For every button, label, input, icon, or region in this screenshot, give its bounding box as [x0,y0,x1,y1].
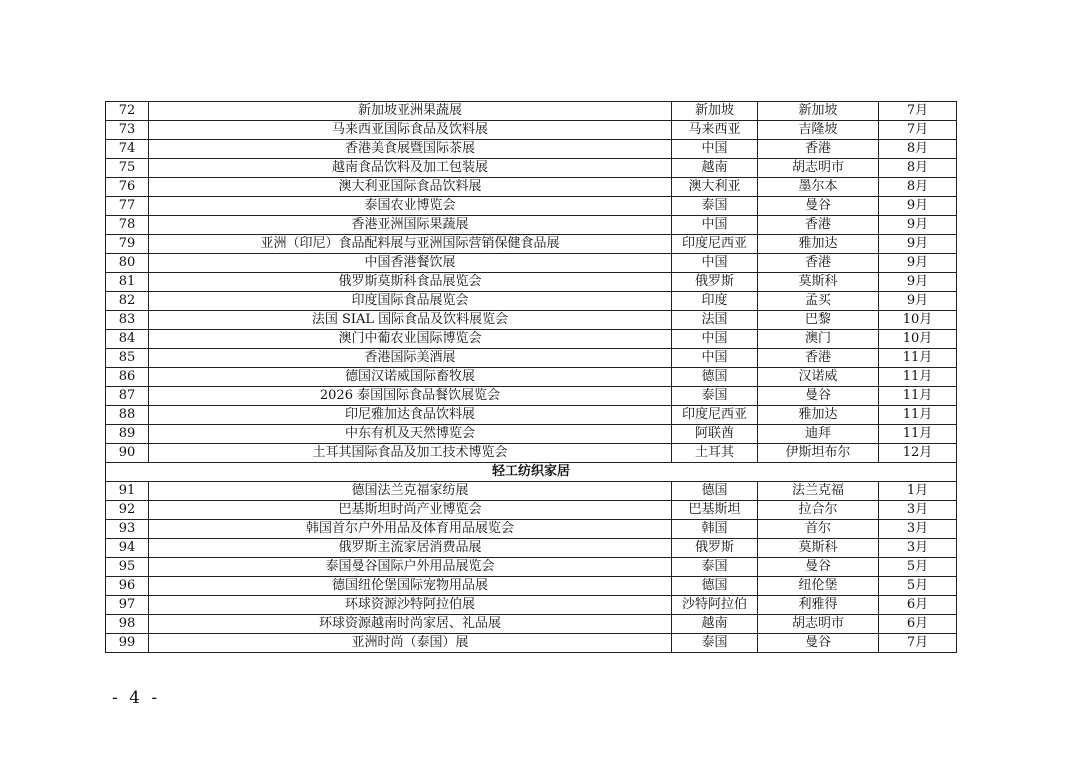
cell-city: 首尔 [758,520,879,539]
table-row [106,577,957,596]
cell-month: 7月 [879,102,957,121]
cell-exhibition-name: 马来西亚国际食品及饮料展 [149,121,672,140]
table-row [106,292,957,311]
cell-month: 7月 [879,121,957,140]
cell-month: 9月 [879,197,957,216]
cell-city: 曼谷 [758,558,879,577]
cell-number: 96 [106,577,149,596]
cell-country: 越南 [672,159,758,178]
table-row [106,121,957,140]
cell-city: 利雅得 [758,596,879,615]
table-row [106,596,957,615]
table-body-bottom [106,482,957,653]
table-row [106,140,957,159]
cell-number: 98 [106,615,149,634]
cell-country: 泰国 [672,558,758,577]
cell-country: 俄罗斯 [672,273,758,292]
cell-exhibition-name: 俄罗斯主流家居消费品展 [149,539,672,558]
table-row [106,178,957,197]
cell-month: 9月 [879,216,957,235]
cell-number: 75 [106,159,149,178]
cell-exhibition-name: 澳门中葡农业国际博览会 [149,330,672,349]
cell-month: 10月 [879,330,957,349]
cell-city: 纽伦堡 [758,577,879,596]
table-row [106,197,957,216]
cell-city: 汉诺威 [758,368,879,387]
cell-exhibition-name: 中国香港餐饮展 [149,254,672,273]
table-row [106,216,957,235]
cell-exhibition-name: 亚洲时尚（泰国）展 [149,634,672,653]
cell-country: 印度 [672,292,758,311]
table-row [106,368,957,387]
cell-month: 6月 [879,615,957,634]
cell-city: 胡志明市 [758,615,879,634]
cell-city: 伊斯坦布尔 [758,444,879,463]
cell-number: 80 [106,254,149,273]
cell-city: 孟买 [758,292,879,311]
cell-number: 77 [106,197,149,216]
cell-exhibition-name: 俄罗斯莫斯科食品展览会 [149,273,672,292]
cell-city: 莫斯科 [758,273,879,292]
cell-month: 11月 [879,406,957,425]
cell-country: 德国 [672,368,758,387]
cell-number: 79 [106,235,149,254]
cell-city: 新加坡 [758,102,879,121]
cell-exhibition-name: 澳大利亚国际食品饮料展 [149,178,672,197]
cell-exhibition-name: 韩国首尔户外用品及体育用品展览会 [149,520,672,539]
table-body-top [106,102,957,463]
cell-month: 8月 [879,140,957,159]
cell-country: 阿联酋 [672,425,758,444]
table-row [106,501,957,520]
cell-month: 7月 [879,634,957,653]
table-row [106,311,957,330]
cell-country: 俄罗斯 [672,539,758,558]
cell-city: 香港 [758,140,879,159]
table-row [106,387,957,406]
cell-country: 泰国 [672,634,758,653]
cell-exhibition-name: 亚洲（印尼）食品配料展与亚洲国际营销保健食品展 [149,235,672,254]
cell-city: 巴黎 [758,311,879,330]
cell-country: 新加坡 [672,102,758,121]
cell-number: 89 [106,425,149,444]
cell-number: 73 [106,121,149,140]
cell-exhibition-name: 泰国农业博览会 [149,197,672,216]
cell-city: 曼谷 [758,634,879,653]
table-row [106,330,957,349]
cell-month: 10月 [879,311,957,330]
section-title: 轻工纺织家居 [106,463,957,482]
cell-country: 巴基斯坦 [672,501,758,520]
cell-exhibition-name: 土耳其国际食品及加工技术博览会 [149,444,672,463]
cell-month: 5月 [879,577,957,596]
cell-city: 曼谷 [758,387,879,406]
cell-number: 87 [106,387,149,406]
cell-exhibition-name: 德国法兰克福家纺展 [149,482,672,501]
section-header [106,463,957,482]
cell-city: 吉隆坡 [758,121,879,140]
cell-number: 94 [106,539,149,558]
table-row [106,558,957,577]
cell-number: 90 [106,444,149,463]
cell-exhibition-name: 印尼雅加达食品饮料展 [149,406,672,425]
cell-number: 84 [106,330,149,349]
cell-city: 香港 [758,349,879,368]
cell-city: 拉合尔 [758,501,879,520]
cell-month: 11月 [879,387,957,406]
table-row [106,520,957,539]
cell-city: 香港 [758,216,879,235]
cell-number: 99 [106,634,149,653]
cell-country: 德国 [672,482,758,501]
table-row [106,159,957,178]
table-row [106,482,957,501]
cell-exhibition-name: 2026 泰国国际食品餐饮展览会 [149,387,672,406]
cell-exhibition-name: 印度国际食品展览会 [149,292,672,311]
cell-exhibition-name: 法国 SIAL 国际食品及饮料展览会 [149,311,672,330]
table-row [106,539,957,558]
cell-city: 澳门 [758,330,879,349]
cell-month: 9月 [879,273,957,292]
cell-exhibition-name: 香港国际美酒展 [149,349,672,368]
cell-month: 8月 [879,178,957,197]
cell-city: 墨尔本 [758,178,879,197]
cell-exhibition-name: 环球资源沙特阿拉伯展 [149,596,672,615]
cell-month: 6月 [879,596,957,615]
cell-exhibition-name: 新加坡亚洲果蔬展 [149,102,672,121]
cell-city: 雅加达 [758,235,879,254]
cell-country: 韩国 [672,520,758,539]
cell-exhibition-name: 德国纽伦堡国际宠物用品展 [149,577,672,596]
cell-city: 迪拜 [758,425,879,444]
cell-city: 雅加达 [758,406,879,425]
table-row [106,102,957,121]
table-row [106,615,957,634]
cell-month: 5月 [879,558,957,577]
cell-number: 76 [106,178,149,197]
cell-exhibition-name: 香港亚洲国际果蔬展 [149,216,672,235]
cell-country: 泰国 [672,197,758,216]
cell-exhibition-name: 越南食品饮料及加工包装展 [149,159,672,178]
cell-number: 81 [106,273,149,292]
cell-month: 11月 [879,425,957,444]
cell-exhibition-name: 中东有机及天然博览会 [149,425,672,444]
cell-country: 中国 [672,349,758,368]
cell-exhibition-name: 香港美食展暨国际茶展 [149,140,672,159]
cell-city: 莫斯科 [758,539,879,558]
cell-month: 1月 [879,482,957,501]
cell-country: 印度尼西亚 [672,406,758,425]
cell-country: 法国 [672,311,758,330]
cell-month: 8月 [879,159,957,178]
table-row [106,425,957,444]
cell-city: 曼谷 [758,197,879,216]
table-row [106,235,957,254]
cell-month: 9月 [879,292,957,311]
table-row [106,444,957,463]
cell-country: 中国 [672,254,758,273]
cell-number: 78 [106,216,149,235]
cell-country: 越南 [672,615,758,634]
cell-number: 97 [106,596,149,615]
cell-number: 93 [106,520,149,539]
table-row [106,349,957,368]
cell-exhibition-name: 环球资源越南时尚家居、礼品展 [149,615,672,634]
cell-exhibition-name: 泰国曼谷国际户外用品展览会 [149,558,672,577]
cell-number: 74 [106,140,149,159]
cell-number: 95 [106,558,149,577]
cell-country: 马来西亚 [672,121,758,140]
exhibition-table [105,101,957,653]
cell-month: 12月 [879,444,957,463]
cell-country: 中国 [672,140,758,159]
page-number: - 4 - [112,688,161,708]
table-row [106,254,957,273]
cell-country: 德国 [672,577,758,596]
table-row [106,406,957,425]
cell-country: 土耳其 [672,444,758,463]
table-row [106,273,957,292]
cell-number: 86 [106,368,149,387]
cell-number: 72 [106,102,149,121]
cell-country: 沙特阿拉伯 [672,596,758,615]
table-row [106,634,957,653]
cell-number: 92 [106,501,149,520]
cell-month: 3月 [879,501,957,520]
cell-month: 3月 [879,539,957,558]
cell-country: 澳大利亚 [672,178,758,197]
cell-country: 泰国 [672,387,758,406]
section-row [106,463,957,482]
cell-city: 香港 [758,254,879,273]
cell-country: 印度尼西亚 [672,235,758,254]
cell-month: 9月 [879,235,957,254]
cell-month: 11月 [879,349,957,368]
cell-month: 3月 [879,520,957,539]
cell-country: 中国 [672,216,758,235]
cell-exhibition-name: 巴基斯坦时尚产业博览会 [149,501,672,520]
cell-country: 中国 [672,330,758,349]
cell-month: 11月 [879,368,957,387]
cell-number: 91 [106,482,149,501]
cell-number: 83 [106,311,149,330]
cell-city: 胡志明市 [758,159,879,178]
cell-number: 85 [106,349,149,368]
cell-city: 法兰克福 [758,482,879,501]
cell-number: 88 [106,406,149,425]
cell-exhibition-name: 德国汉诺威国际畜牧展 [149,368,672,387]
cell-month: 9月 [879,254,957,273]
cell-number: 82 [106,292,149,311]
